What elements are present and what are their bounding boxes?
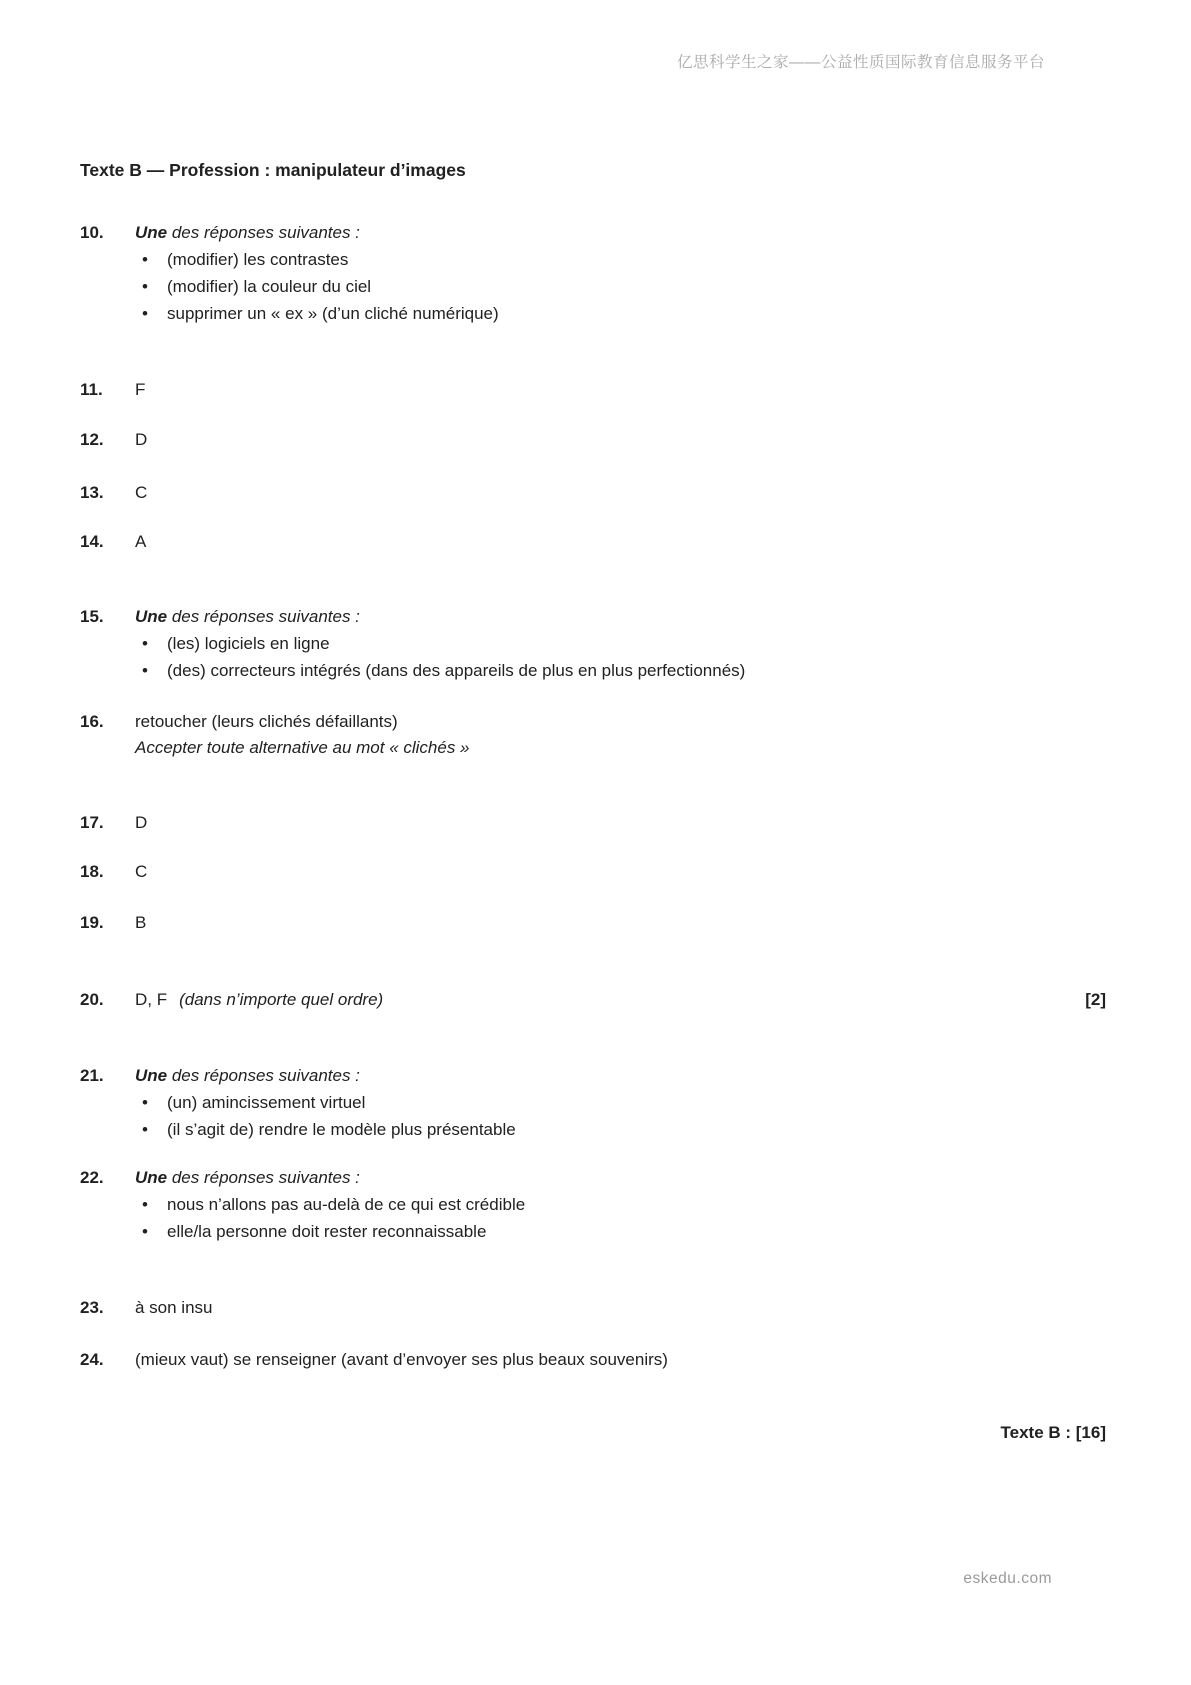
answer-content	[135, 709, 1106, 761]
answer-lead-rest: des réponses suivantes :	[167, 1066, 360, 1085]
list-item	[135, 273, 1106, 300]
question-number: 21.	[80, 1066, 104, 1085]
answer-item-14	[80, 529, 1106, 555]
list-item	[135, 246, 1106, 273]
answer-lead	[135, 1165, 1106, 1191]
answer-bullet-list	[135, 1089, 1106, 1143]
answer-lead	[135, 1063, 1106, 1089]
answer-item-13	[80, 480, 1106, 506]
question-number: 22.	[80, 1168, 104, 1187]
question-number: 24.	[80, 1350, 104, 1369]
answer-item-23	[80, 1295, 1106, 1321]
question-number: 11.	[80, 380, 103, 399]
list-item	[135, 300, 1106, 327]
question-number: 10.	[80, 223, 104, 242]
bullet-icon: •	[142, 1195, 148, 1214]
bullet-text: elle/la personne doit rester reconnaissable	[167, 1222, 487, 1241]
answer-item-10	[80, 220, 1106, 327]
answer-text: D	[135, 430, 148, 449]
list-item	[135, 1116, 1106, 1143]
question-number: 18.	[80, 862, 104, 881]
bullet-text: (un) amincissement virtuel	[167, 1093, 366, 1112]
list-item	[135, 657, 1106, 684]
answer-bullet-list	[135, 630, 1106, 684]
list-item	[135, 1218, 1106, 1245]
answer-item-16	[80, 709, 1106, 761]
answer-item-21	[80, 1063, 1106, 1143]
question-number: 20.	[80, 990, 104, 1009]
answer-text: A	[135, 532, 147, 551]
answer-text: retoucher (leurs clichés défaillants)	[135, 712, 398, 731]
answer-lead-bold: Une	[135, 223, 168, 242]
bullet-icon: •	[142, 661, 148, 680]
bullet-text: (il s’agit de) rendre le modèle plus présentable	[167, 1120, 516, 1139]
list-item	[135, 1089, 1106, 1116]
answer-lead	[135, 604, 1106, 630]
answer-text: C	[135, 483, 148, 502]
answer-content	[135, 220, 1106, 327]
answer-item-22	[80, 1165, 1106, 1245]
question-number: 15.	[80, 607, 104, 626]
bullet-text: supprimer un « ex » (d’un cliché numérique)	[167, 304, 499, 323]
answer-bullet-list	[135, 246, 1106, 327]
answer-content	[135, 1063, 1106, 1143]
answer-text: C	[135, 862, 148, 881]
bullet-icon: •	[142, 250, 148, 269]
answer-lead-rest: des réponses suivantes :	[167, 1168, 360, 1187]
answer-item-20	[80, 987, 1106, 1013]
answer-item-17	[80, 810, 1106, 836]
answer-note: (dans n’importe quel ordre)	[179, 990, 384, 1009]
answer-text: D, F	[135, 990, 168, 1009]
answer-item-24	[80, 1347, 1106, 1373]
bullet-icon: •	[142, 277, 148, 296]
bullet-icon: •	[142, 634, 148, 653]
bullet-text: (des) correcteurs intégrés (dans des appareils de plus en plus perfectionnés)	[167, 661, 746, 680]
answer-lead-bold: Une	[135, 1168, 168, 1187]
answer-lead-rest: des réponses suivantes :	[167, 607, 360, 626]
list-item	[135, 1191, 1106, 1218]
bullet-text: (modifier) la couleur du ciel	[167, 277, 372, 296]
question-number: 23.	[80, 1298, 104, 1317]
list-item	[135, 630, 1106, 657]
answer-content	[135, 604, 1106, 684]
answer-item-18	[80, 859, 1106, 885]
section-total: Texte B : [16]	[1000, 1423, 1106, 1442]
answer-item-19	[80, 910, 1106, 936]
answer-lead	[135, 220, 1106, 246]
bullet-text: nous n’allons pas au-delà de ce qui est crédible	[167, 1195, 526, 1214]
header-watermark: 亿思科学生之家——公益性质国际教育信息服务平台	[676, 54, 1045, 71]
bullet-icon: •	[142, 1093, 148, 1112]
question-number: 12.	[80, 430, 104, 449]
question-number: 16.	[80, 712, 104, 731]
bullet-text: (modifier) les contrastes	[167, 250, 349, 269]
bullet-icon: •	[142, 1120, 148, 1139]
answer-note: Accepter toute alternative au mot « clichés »	[135, 738, 470, 757]
answer-text: B	[135, 913, 147, 932]
answer-lead-rest: des réponses suivantes :	[167, 223, 360, 242]
answer-item-12	[80, 427, 1106, 453]
answer-bullet-list	[135, 1191, 1106, 1245]
footer-watermark: eskedu.com	[963, 1570, 1052, 1587]
answer-text: F	[135, 380, 146, 399]
answer-text: D	[135, 813, 148, 832]
marks-badge: [2]	[1085, 990, 1106, 1009]
question-number: 17.	[80, 813, 104, 832]
answer-item-15	[80, 604, 1106, 684]
page-title: Texte B — Profession : manipulateur d’images	[80, 160, 466, 180]
answer-lead-bold: Une	[135, 607, 168, 626]
bullet-text: (les) logiciels en ligne	[167, 634, 330, 653]
question-number: 14.	[80, 532, 104, 551]
answer-item-11	[80, 377, 1106, 403]
answer-text: à son insu	[135, 1298, 213, 1317]
answer-lead-bold: Une	[135, 1066, 168, 1085]
question-number: 19.	[80, 913, 104, 932]
bullet-icon: •	[142, 304, 148, 323]
question-number: 13.	[80, 483, 104, 502]
bullet-icon: •	[142, 1222, 148, 1241]
answer-text: (mieux vaut) se renseigner (avant d’envoyer ses plus beaux souvenirs)	[135, 1350, 668, 1369]
answer-content	[135, 1165, 1106, 1245]
